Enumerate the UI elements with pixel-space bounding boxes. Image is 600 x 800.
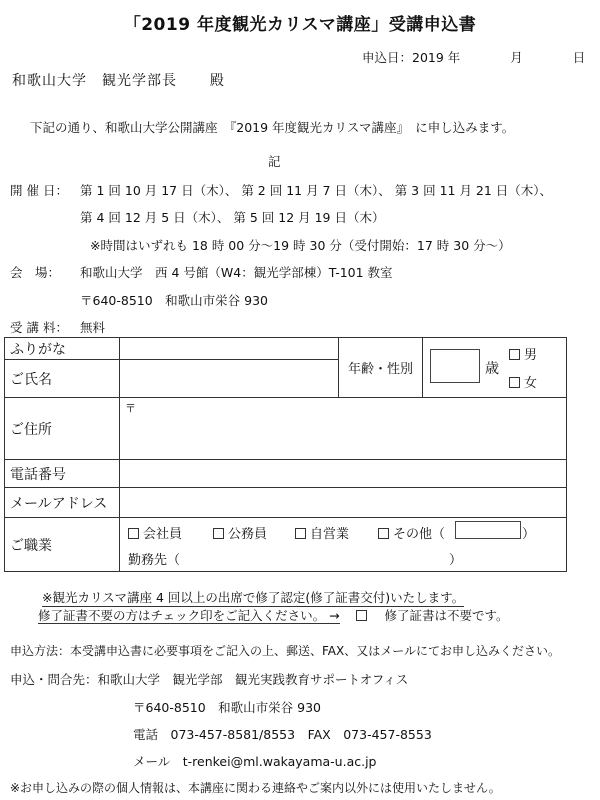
schedule-line-2: 第 4 回 12 月 5 日（木）、 第 5 回 12 月 19 日（木）: [80, 210, 385, 225]
contact-email: メール t-renkei@ml.wakayama-u.ac.jp: [133, 754, 377, 769]
application-month-label: 月: [510, 50, 523, 65]
other-close: ）: [522, 527, 536, 542]
certificate-line-2: [38, 606, 509, 624]
furigana-field[interactable]: [120, 338, 339, 360]
furigana-label: ふりがな: [5, 338, 120, 360]
job-label: ご職業: [5, 518, 120, 572]
workplace-close: ）: [449, 553, 463, 568]
fee-label: 受 講 料：: [10, 320, 68, 335]
contact-label: 申込・問合先：和歌山大学 観光学部 観光実践教育サポートオフィス: [10, 672, 409, 687]
application-date: [362, 48, 585, 66]
company-checkbox[interactable]: [128, 528, 139, 539]
female-checkbox[interactable]: [509, 372, 537, 391]
email-label: メールアドレス: [5, 488, 120, 518]
page-title: 「2019 年度観光カリスマ講座」受講申込書: [123, 15, 477, 35]
job-cell: [120, 518, 567, 572]
certificate-not-needed-label: 修了証書は不要です。: [384, 608, 509, 623]
age-unit: 歳: [485, 361, 499, 377]
male-label: 男: [524, 348, 538, 363]
job-option-company-label: 会社員: [143, 527, 183, 542]
intro-text: 下記の通り、和歌山大学公開講座 『2019 年度観光カリスマ講座』 に申し込みます。: [30, 120, 515, 135]
other-job-input[interactable]: [455, 521, 521, 539]
application-form-table: [4, 337, 567, 572]
application-method: 申込方法：本受講申込書に必要事項をご記入の上、郵送、FAX、又はメールにてお申し込みください。: [10, 644, 560, 658]
venue-line-1: 和歌山大学 西 4 号館（W4：観光学部棟）T-101 教室: [80, 265, 393, 280]
self-checkbox[interactable]: [295, 528, 306, 539]
fee-value: 無料: [80, 320, 106, 335]
schedule-note: ※時間はいずれも 18 時 00 分～19 時 30 分（受付開始：17 時 30 分～）: [90, 238, 511, 253]
certificate-not-needed-checkbox[interactable]: [356, 610, 367, 621]
contact-phone-fax: 電話 073-457-8581/8553 FAX 073-457-8553: [133, 727, 432, 742]
job-option-company[interactable]: [128, 523, 182, 542]
contact-address: 〒640-8510 和歌山市栄谷 930: [133, 700, 322, 715]
workplace-input[interactable]: [190, 547, 440, 565]
phone-field[interactable]: [120, 460, 567, 488]
address-label: ご住所: [5, 398, 120, 460]
job-option-other-label: その他（: [393, 527, 446, 542]
other-checkbox[interactable]: [378, 528, 389, 539]
email-field[interactable]: [120, 488, 567, 518]
job-option-public[interactable]: [213, 523, 267, 542]
addressee: [12, 70, 225, 90]
phone-label: 電話番号: [5, 460, 120, 488]
female-label: 女: [524, 376, 538, 391]
application-day-label: 日: [572, 50, 586, 65]
addressee-honorific: 殿: [209, 73, 225, 89]
job-option-self-label: 自営業: [310, 527, 350, 542]
age-gender-label: 年齢・性別: [339, 338, 423, 398]
address-field[interactable]: [120, 398, 567, 460]
job-option-other[interactable]: [378, 523, 445, 542]
workplace-label: 勤務先（: [128, 553, 181, 568]
application-date-label: 申込日：2019 年: [362, 50, 461, 65]
female-checkbox-box[interactable]: [509, 377, 520, 388]
venue-label: 会 場：: [10, 265, 61, 280]
name-field[interactable]: [120, 360, 339, 398]
job-option-public-label: 公務員: [228, 527, 268, 542]
certificate-instruction: 修了証書不要の方はチェック印をご記入ください。 →: [38, 608, 340, 623]
male-checkbox[interactable]: [509, 344, 537, 363]
schedule-line-1: 第 1 回 10 月 17 日（木）、 第 2 回 11 月 7 日（木）、 第 3 回 11 月 21 日（木）、: [80, 183, 553, 198]
venue-line-2: 〒640-8510 和歌山市栄谷 930: [80, 293, 269, 308]
certificate-note: ※観光カリスマ講座 4 回以上の出席で修了認定(修了証書交付)いたします。: [42, 590, 465, 605]
job-option-self[interactable]: [295, 523, 349, 542]
schedule-label: 開 催 日：: [10, 183, 68, 198]
postal-mark: 〒: [125, 402, 136, 415]
addressee-name: 和歌山大学 観光学部長: [12, 73, 177, 89]
ki-heading: 記: [268, 154, 281, 169]
public-checkbox[interactable]: [213, 528, 224, 539]
age-gender-cell: [423, 338, 567, 398]
male-checkbox-box[interactable]: [509, 349, 520, 360]
age-input[interactable]: [430, 349, 480, 383]
privacy-note: ※お申し込みの際の個人情報は、本講座に関わる連絡やご案内以外には使用いたしません。: [10, 781, 501, 795]
name-label: ご氏名: [5, 360, 120, 398]
